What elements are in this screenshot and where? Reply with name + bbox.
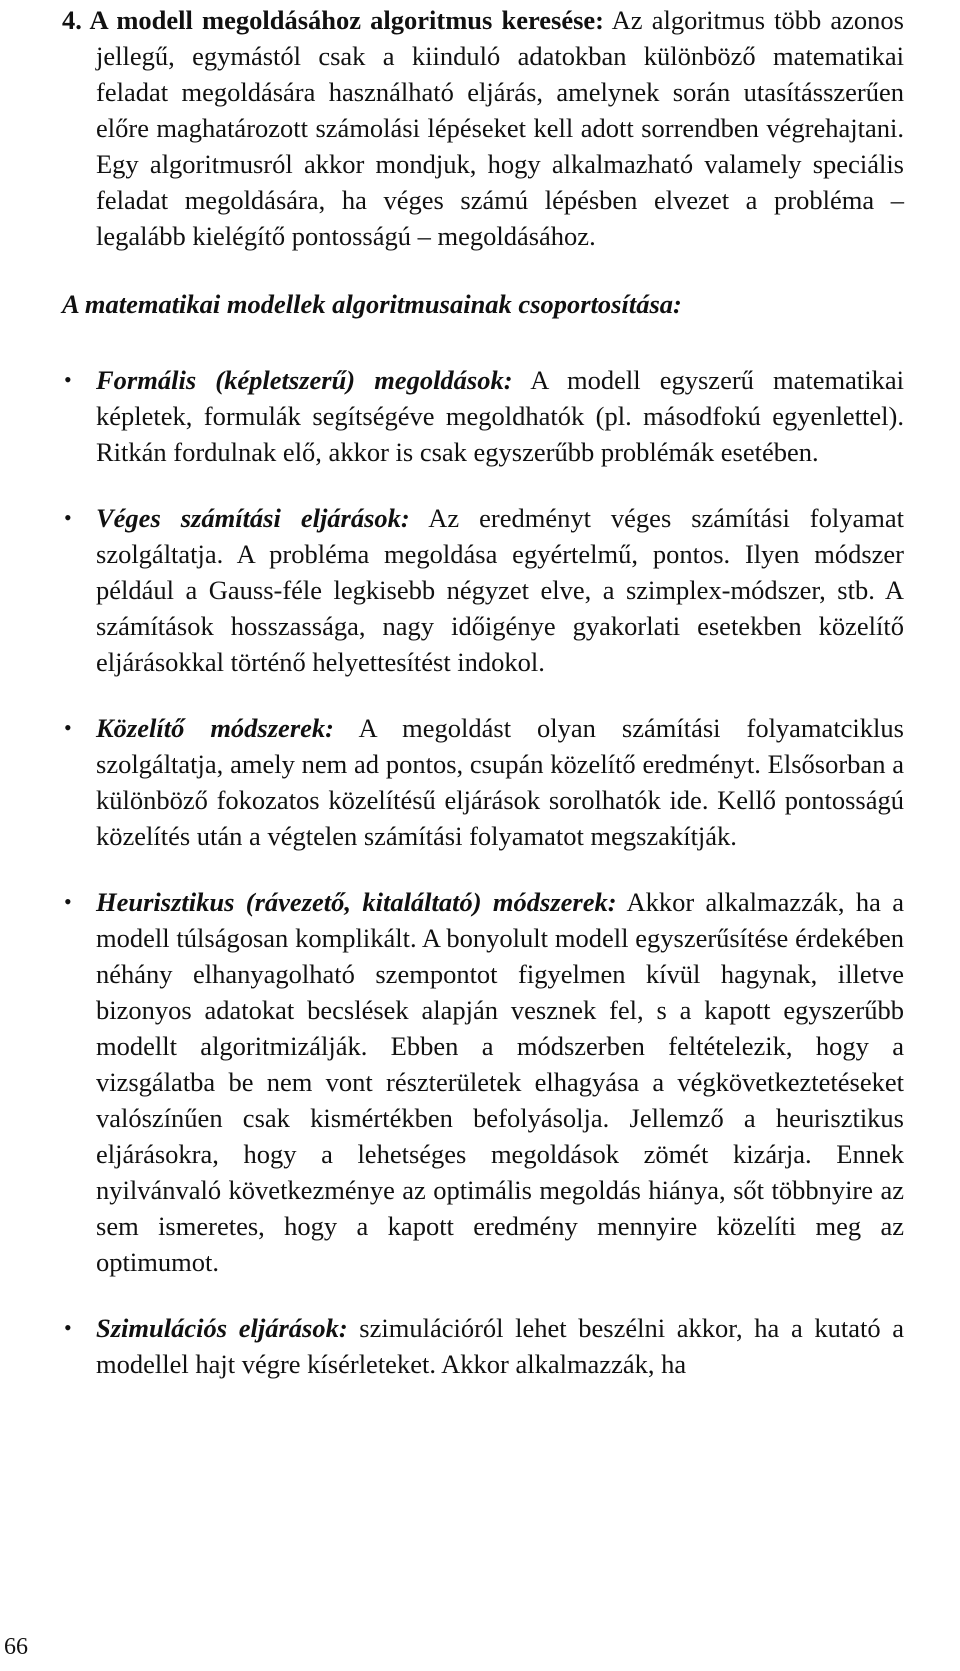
list-item-simulation [62, 1310, 904, 1382]
list-item-text: A megoldást olyan számítási folyamatciklus szolgáltatja, amely nem ad pontos, csupán közelítő eredményt. Elsősorban a különböző fokozatos közelítésű eljárások sorolhatók ide. Kellő pontosságú közelítés után a végtelen számítási folyamatot megszakítják. [96, 713, 904, 851]
list-item-term: Közelítő módszerek: [96, 713, 334, 743]
algorithm-groups-list [62, 362, 904, 1382]
bullet-icon: • [64, 715, 72, 740]
document-page [62, 0, 904, 1382]
list-item-approximate [62, 710, 904, 854]
list-item-text: Akkor alkalmazzák, ha a modell túlságosan komplikált. A bonyolult modell egyszerűsítése érdekében néhány elhanyagolható szempontot figyelmen kívül hagynak, illetve bizonyos adatokat becslések alapján vesznek fel, s a kapott egyszerűbb modellt algoritmizálják. Ebben a módszerben feltételezik, hogy a vizsgálatba be nem vont részterületek elhagyása a végkövetkeztetéseket valószínűen csak kismértékben befolyásolja. Jellemző a heurisztikus eljárásokra, hogy a lehetséges megoldások zömét kizárja. Ennek nyilvánvaló következménye az optimális megoldás hiánya, sőt többnyire az sem ismeretes, hogy a kapott eredmény mennyire közelíti meg az optimumot. [96, 887, 905, 1277]
paragraph-4-body: Az algoritmus több azonos jellegű, egymástól csak a kiinduló adatokban különböző matematikai feladat megoldására használható eljárás, amelynek során utasításszerűen előre maghatározott számolási lépéseket kell adott sorrendben végrehajtani. Egy algoritmusról akkor mondjuk, hogy alkalmazható valamely speciális feladat megoldására, ha véges számú lépésben elvezet a probléma – legalább kielégítő pontosságú – megoldásához. [96, 5, 904, 251]
paragraph-4-heading: A modell megoldásához algoritmus keresése: [89, 5, 604, 35]
list-item-term: Heurisztikus (rávezető, kitaláltató) módszerek: [96, 887, 617, 917]
paragraph-4 [62, 2, 904, 254]
list-item-term: Véges számítási eljárások: [96, 503, 410, 533]
section-heading: A matematikai modellek algoritmusainak csoportosítása: [62, 289, 682, 319]
list-item-text: Az eredményt véges számítási folyamat szolgáltatja. A probléma megoldása egyértelmű, pontos. Ilyen módszer például a Gauss-féle legkisebb négyzet elve, a szimplex-módszer, stb. A számítások hosszassága, nagy időigénye gyakorlati esetekben közelítő eljárásokkal történő helyettesítést indokol. [96, 503, 904, 677]
paragraph-4-number: 4. [62, 5, 90, 35]
bullet-icon: • [64, 367, 72, 392]
list-item-formal [62, 362, 904, 470]
list-item-heuristic [62, 884, 904, 1280]
bullet-icon: • [64, 505, 72, 530]
list-item-text: szimulációról lehet beszélni akkor, ha a kutató a modellel hajt végre kísérleteket. Akkor alkalmazzák, ha [96, 1313, 904, 1379]
list-item-text: A modell egyszerű matematikai képletek, formulák segítségéve megoldhatók (pl. másodfokú egyenlettel). Ritkán fordulnak elő, akkor is csak egyszerűbb problémák esetében. [96, 365, 904, 467]
page-number: 66 [4, 1634, 28, 1660]
list-item-term: Formális (képletszerű) megoldások: [96, 365, 513, 395]
list-item-term: Szimulációs eljárások: [96, 1313, 348, 1343]
bullet-icon: • [64, 889, 72, 914]
list-item-finite [62, 500, 904, 680]
bullet-icon: • [64, 1315, 72, 1340]
